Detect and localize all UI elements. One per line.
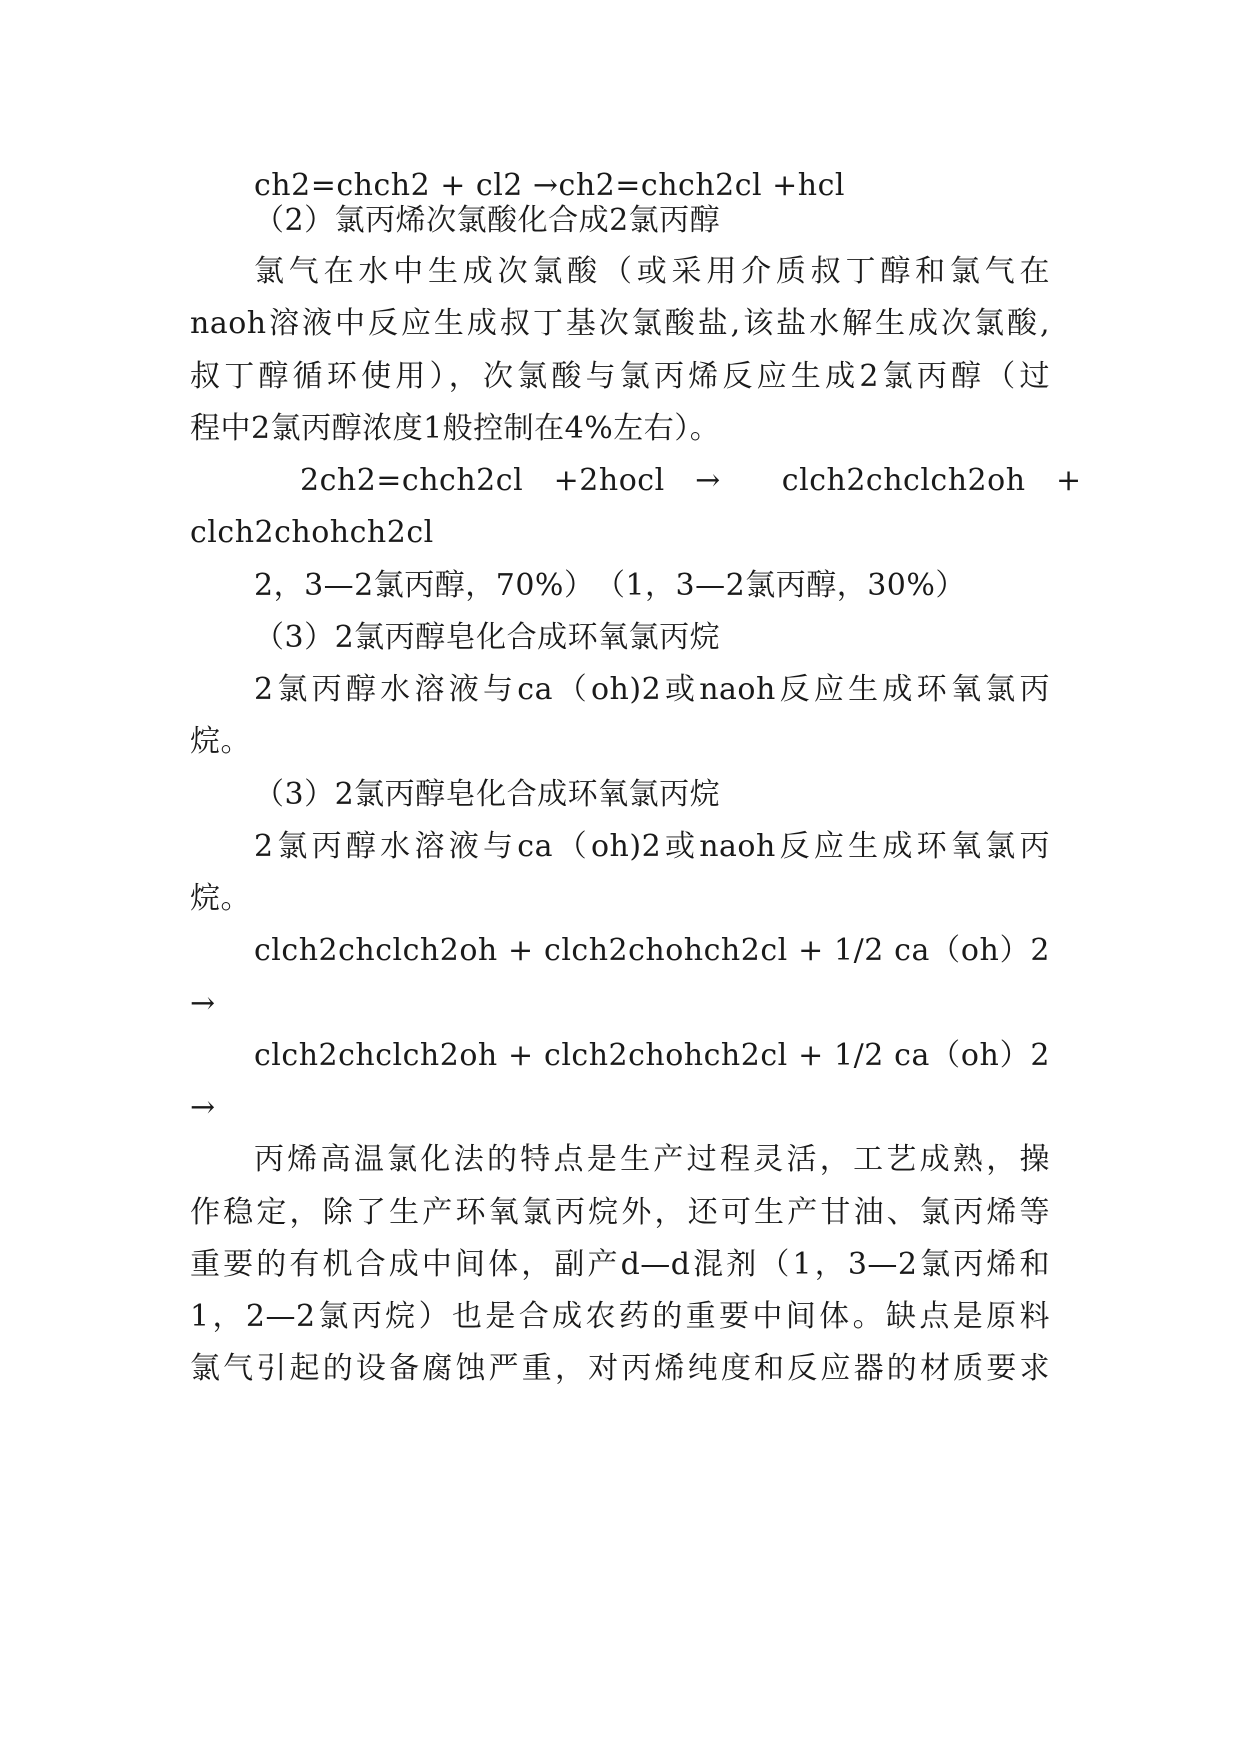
paragraph-line: 氯气引起的设备腐蚀严重，对丙烯纯度和反应器的材质要求: [190, 1351, 1050, 1386]
paragraph-line: 2，3—2氯丙醇，70%） （1，3—2氯丙醇，30%）: [254, 568, 966, 603]
paragraph-line: 作稳定，除了生产环氧氯丙烷外，还可生产甘油、氯丙烯等: [190, 1195, 1050, 1230]
paragraph-line: 烷。: [190, 724, 251, 759]
section-heading: （3）2氯丙醇皂化合成环氧氯丙烷: [254, 620, 721, 655]
paragraph-line: 2氯丙醇水溶液与ca（oh)2或naoh反应生成环氧氯丙: [254, 672, 1050, 707]
paragraph-line: 丙烯高温氯化法的特点是生产过程灵活，工艺成熟，操: [254, 1142, 1050, 1177]
arrow-line: →: [190, 986, 216, 1021]
arrow-line: →: [190, 1090, 216, 1125]
equation-line: clch2chclch2oh + clch2chohch2cl + 1/2 ca（oh）2: [254, 1038, 1050, 1073]
paragraph-line: 烷。: [190, 881, 251, 916]
equation-line: clch2chclch2oh + clch2chohch2cl + 1/2 ca（oh）2: [254, 933, 1050, 968]
paragraph-line: 程中2氯丙醇浓度1般控制在4%左右）。: [190, 411, 721, 446]
paragraph-line: 1，2—2氯丙烷）也是合成农药的重要中间体。缺点是原料: [190, 1299, 1050, 1334]
paragraph-line: 重要的有机合成中间体，副产d—d混剂（1，3—2氯丙烯和: [190, 1247, 1050, 1282]
section-heading: （2）氯丙烯次氯酸化合成2氯丙醇: [254, 203, 721, 238]
paragraph-line: naoh溶液中反应生成叔丁基次氯酸盐,该盐水解生成次氯酸,: [190, 306, 1050, 341]
paragraph-line: 叔丁醇循环使用），次氯酸与氯丙烯反应生成2氯丙醇（过: [190, 359, 1050, 394]
paragraph-line: 氯气在水中生成次氯酸（或采用介质叔丁醇和氯气在: [254, 254, 1050, 289]
section-heading: （3）2氯丙醇皂化合成环氧氯丙烷: [254, 777, 721, 812]
equation-line: 2ch2=chch2cl +2hocl → clch2chclch2oh +: [300, 463, 1082, 498]
paragraph-line: 2氯丙醇水溶液与ca（oh)2或naoh反应生成环氧氯丙: [254, 829, 1050, 864]
equation-line: ch2=chch2 + cl2 →ch2=chch2cl +hcl: [254, 168, 846, 203]
equation-line: clch2chohch2cl: [190, 515, 434, 550]
